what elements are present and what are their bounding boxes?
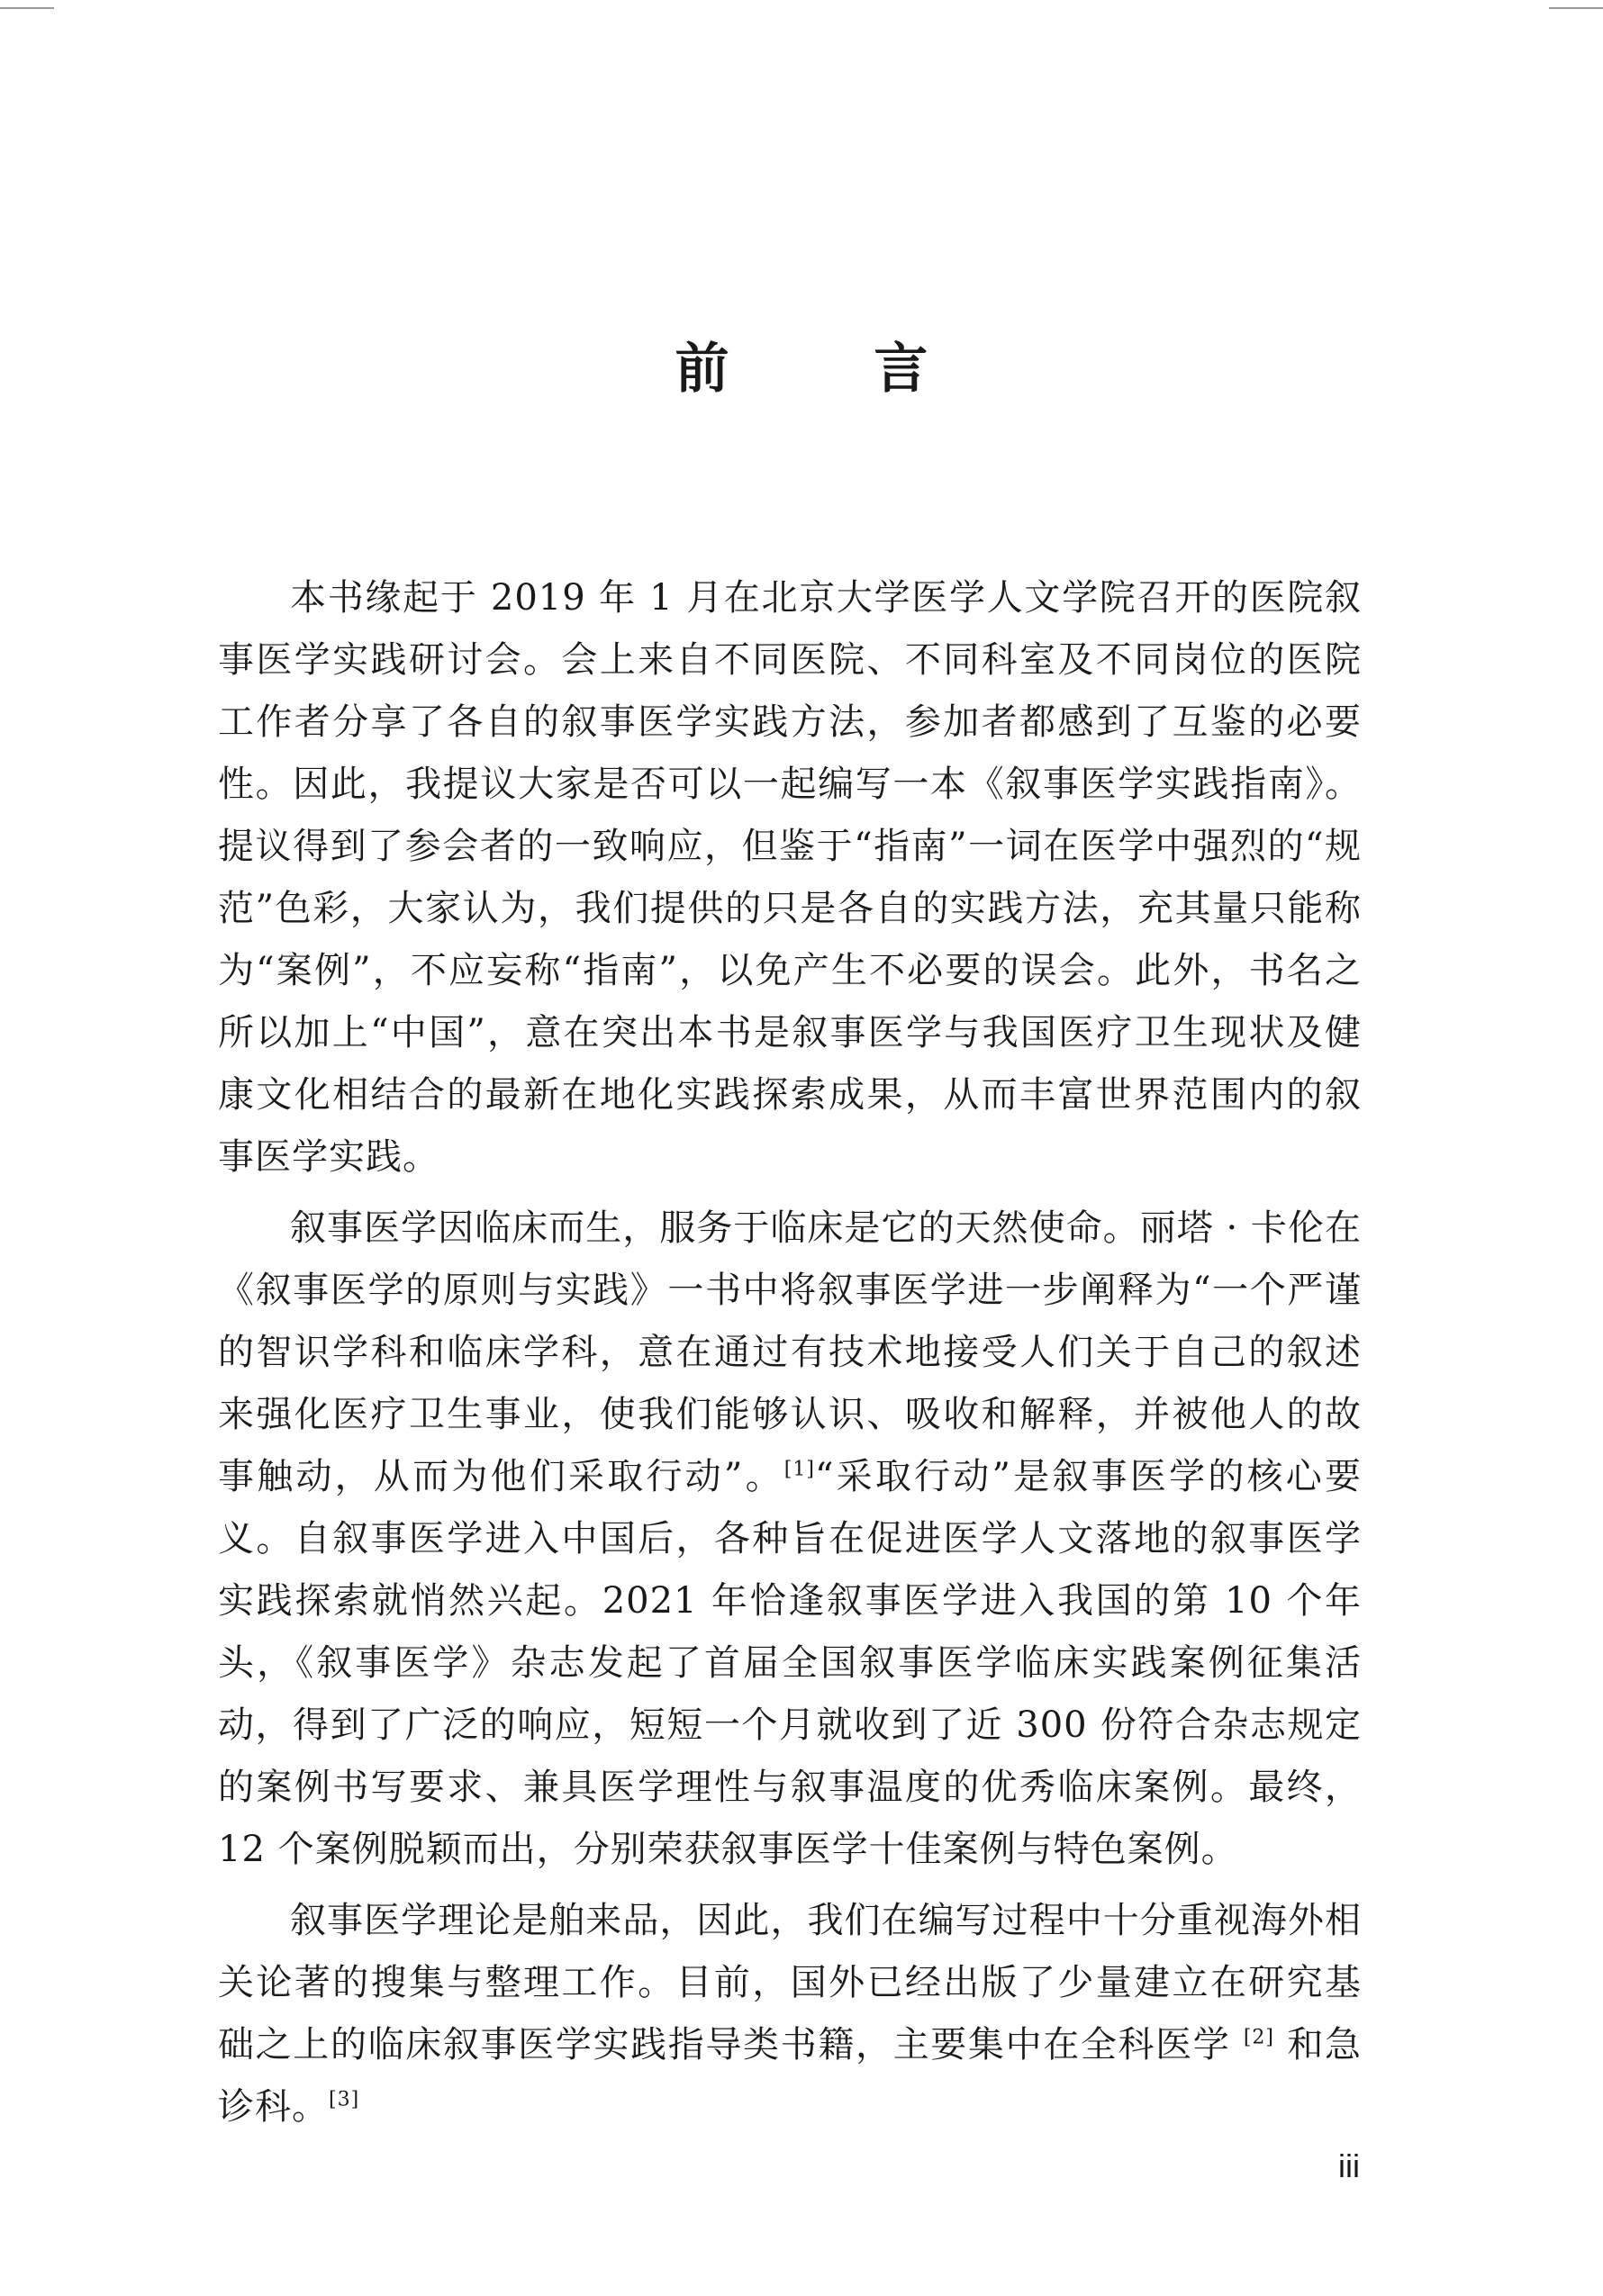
crop-mark-left xyxy=(0,7,54,9)
paragraph-text: “采取行动”是叙事医学的核心要义。自叙事医学进入中国后，各种旨在促进医学人文落地的叙事医学实践探索就悄然兴起。2021 年恰逢叙事医学进入我国的第 10 个年头，《叙事医学》杂志发起了首届全国叙事医学临床实践案例征集活动，得到了广泛的响应，短短一个月就收到了近 300 份符合杂志规定的案例书写要求、兼具医学理性与叙事温度的优秀临床案例。最终，12 个案例脱颖而出，分别荣获叙事医学十佳案例与特色案例。 xyxy=(218,1456,1362,1870)
paragraph-text: 和急诊科。 xyxy=(218,2024,1362,2128)
paragraph-text: 本书缘起于 2019 年 1 月在北京大学医学人文学院召开的医院叙事医学实践研讨会。会上来自不同医院、不同科室及不同岗位的医院工作者分享了各自的叙事医学实践方法，参加者都感到了互鉴的必要性。因此，我提议大家是否可以一起编写一本《叙事医学实践指南》。提议得到了参会者的一致响应，但鉴于“指南”一词在医学中强烈的“规范”色彩，大家认为，我们提供的只是各自的实践方法，充其量只能称为“案例”，不应妄称“指南”，以免产生不必要的误会。此外，书名之所以加上“中国”，意在突出本书是叙事医学与我国医疗卫生现状及健康文化相结合的最新在地化实践探索成果，从而丰富世界范围内的叙事医学实践。 xyxy=(218,577,1362,1178)
paragraph-text: 叙事医学因临床而生，服务于临床是它的天然使命。丽塔 · 卡伦在《叙事医学的原则与实践》一书中将叙事医学进一步阐释为“一个严谨的智识学科和临床学科，意在通过有技术地接受人们关于自己的叙述来强化医疗卫生事业，使我们能够认识、吸收和解释，并被他人的故事触动，从而为他们采取行动”。 xyxy=(218,1207,1362,1497)
body-text xyxy=(218,567,1362,2138)
paragraph xyxy=(218,1198,1362,1881)
page-title: 前 言 xyxy=(675,338,992,402)
citation-marker: [3] xyxy=(329,2088,360,2111)
paragraph-text: 叙事医学理论是舶来品，因此，我们在编写过程中十分重视海外相关论著的搜集与整理工作。目前，国外已经出版了少量建立在研究基础之上的临床叙事医学实践指导类书籍，主要集中在全科医学 xyxy=(218,1900,1362,2065)
page-number: iii xyxy=(1338,2147,1360,2184)
crop-mark-right xyxy=(1549,7,1603,9)
citation-marker: [2] xyxy=(1243,2026,1274,2049)
paragraph xyxy=(218,1890,1362,2138)
paragraph xyxy=(218,567,1362,1189)
citation-marker: [1] xyxy=(783,1458,815,1481)
